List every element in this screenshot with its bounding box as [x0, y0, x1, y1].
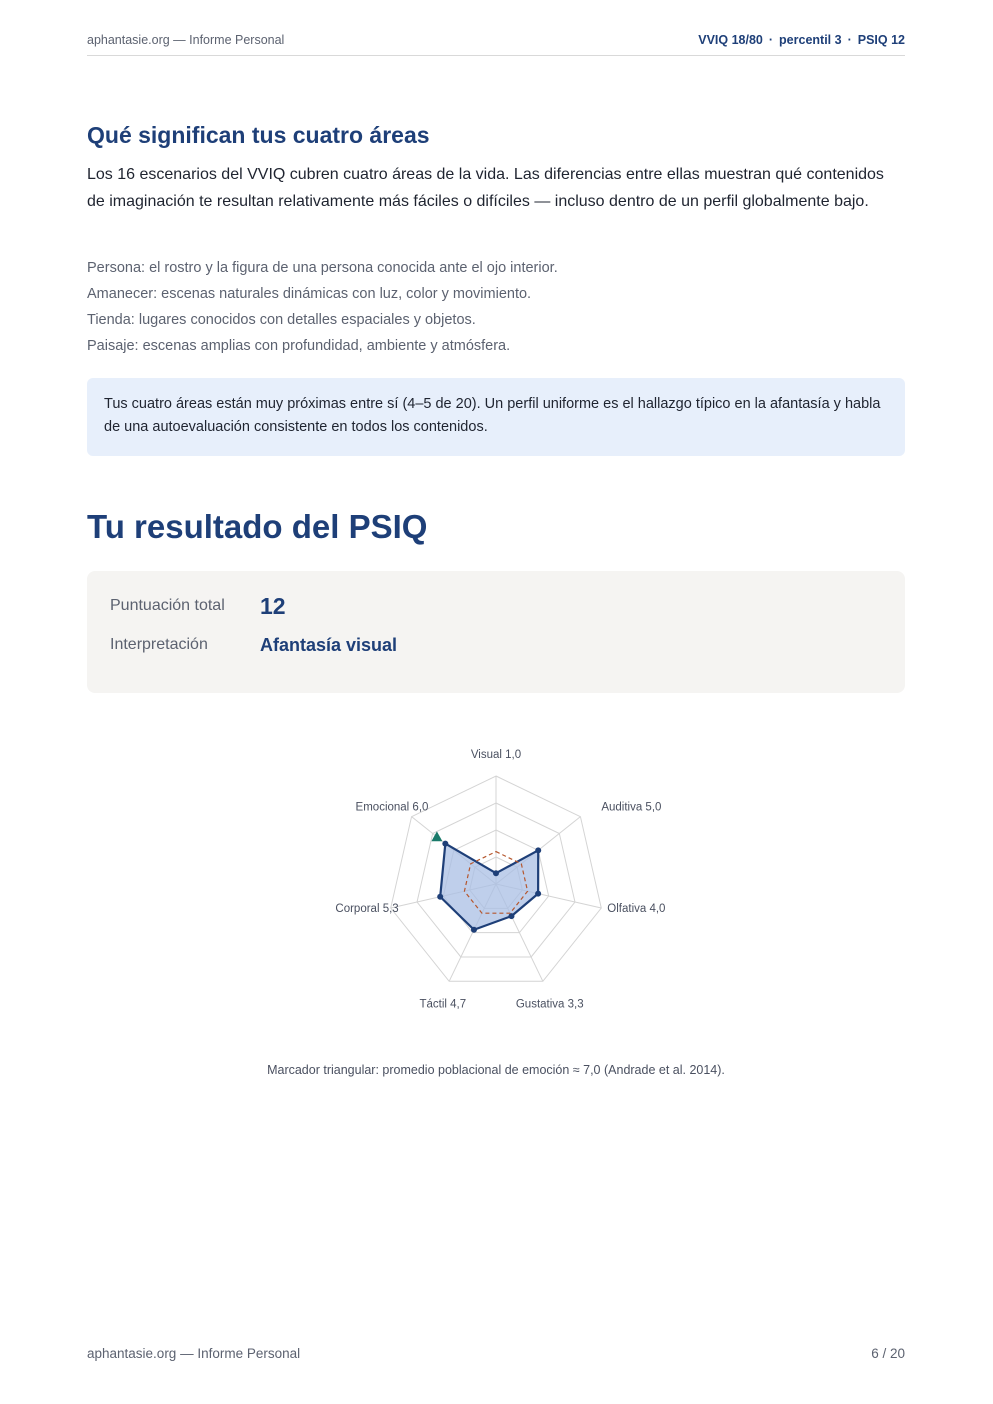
areas-intro: Los 16 escenarios del VVIQ cubren cuatro áreas de la vida. Las diferencias entre ellas muestran qué contenidos de imaginación te resultan relativamente más fáciles o difíciles — incluso dentro de un perfil globalmente bajo. — [87, 166, 884, 210]
axis-label-gustativa: Gustativa 3,3 — [515, 998, 584, 1011]
point-visual — [493, 870, 499, 876]
areas-list — [87, 255, 558, 359]
total-score-value: 12 — [260, 593, 286, 619]
area-item-paisaje: Paisaje: escenas amplias con profundidad, ambiente y atmósfera. — [87, 338, 511, 354]
interpretation-value: Afantasía visual — [260, 635, 398, 655]
report-page — [87, 0, 905, 1404]
score-polygon — [440, 844, 538, 930]
page-header — [87, 30, 905, 56]
chart-caption: Marcador triangular: promedio poblacional de emoción ≈ 7,0 (Andrade et al. 2014). — [267, 1063, 725, 1077]
header-vviq: VVIQ 18/80 — [698, 33, 763, 47]
uniform-profile-note: Tus cuatro áreas están muy próximas entre sí (4–5 de 20). Un perfil uniforme es el hallazgo típico en la afantasía y habla de una autoevaluación consistente en todos los contenidos. — [87, 378, 905, 456]
area-item-persona: Persona: el rostro y la figura de una persona conocida ante el ojo interior. — [87, 260, 558, 276]
header-psiq: PSIQ 12 — [857, 33, 905, 47]
point-emocional — [442, 841, 448, 847]
header-percentile: percentil 3 — [779, 33, 842, 47]
axis-label-auditiva: Auditiva 5,0 — [601, 801, 662, 814]
axis-label-corporal: Corporal 5,3 — [335, 903, 399, 916]
axis-label-táctil: Táctil 4,7 — [419, 998, 467, 1011]
area-item-tienda: Tienda: lugares conocidos con detalles espaciales y objetos. — [87, 312, 476, 328]
page-number: 6 / 20 — [871, 1346, 905, 1361]
total-score-label: Puntuación total — [110, 597, 225, 614]
footer-site-title: aphantasie.org — Informe Personal — [87, 1346, 301, 1361]
interpretation-label: Interpretación — [110, 636, 208, 653]
point-auditiva — [535, 847, 541, 853]
point-corporal — [437, 894, 443, 900]
header-score-summary: VVIQ 18/80 · percentil 3 · PSIQ 12 — [698, 33, 905, 47]
axis-label-olfativa: Olfativa 4,0 — [607, 903, 666, 916]
area-item-amanecer: Amanecer: escenas naturales dinámicas con luz, color y movimiento. — [87, 286, 532, 302]
psiq-score-box — [87, 571, 905, 693]
point-olfativa — [535, 891, 541, 897]
header-site-title: aphantasie.org — Informe Personal — [87, 33, 285, 47]
psiq-radar-chart — [300, 730, 700, 1040]
axis-label-emocional: Emocional 6,0 — [355, 801, 429, 814]
radar-svg — [300, 730, 700, 1040]
axis-label-visual: Visual 1,0 — [470, 749, 522, 761]
psiq-heading: Tu resultado del PSIQ — [87, 508, 428, 545]
areas-heading: Qué significan tus cuatro áreas — [87, 122, 430, 148]
point-táctil — [471, 927, 477, 933]
point-gustativa — [508, 913, 514, 919]
